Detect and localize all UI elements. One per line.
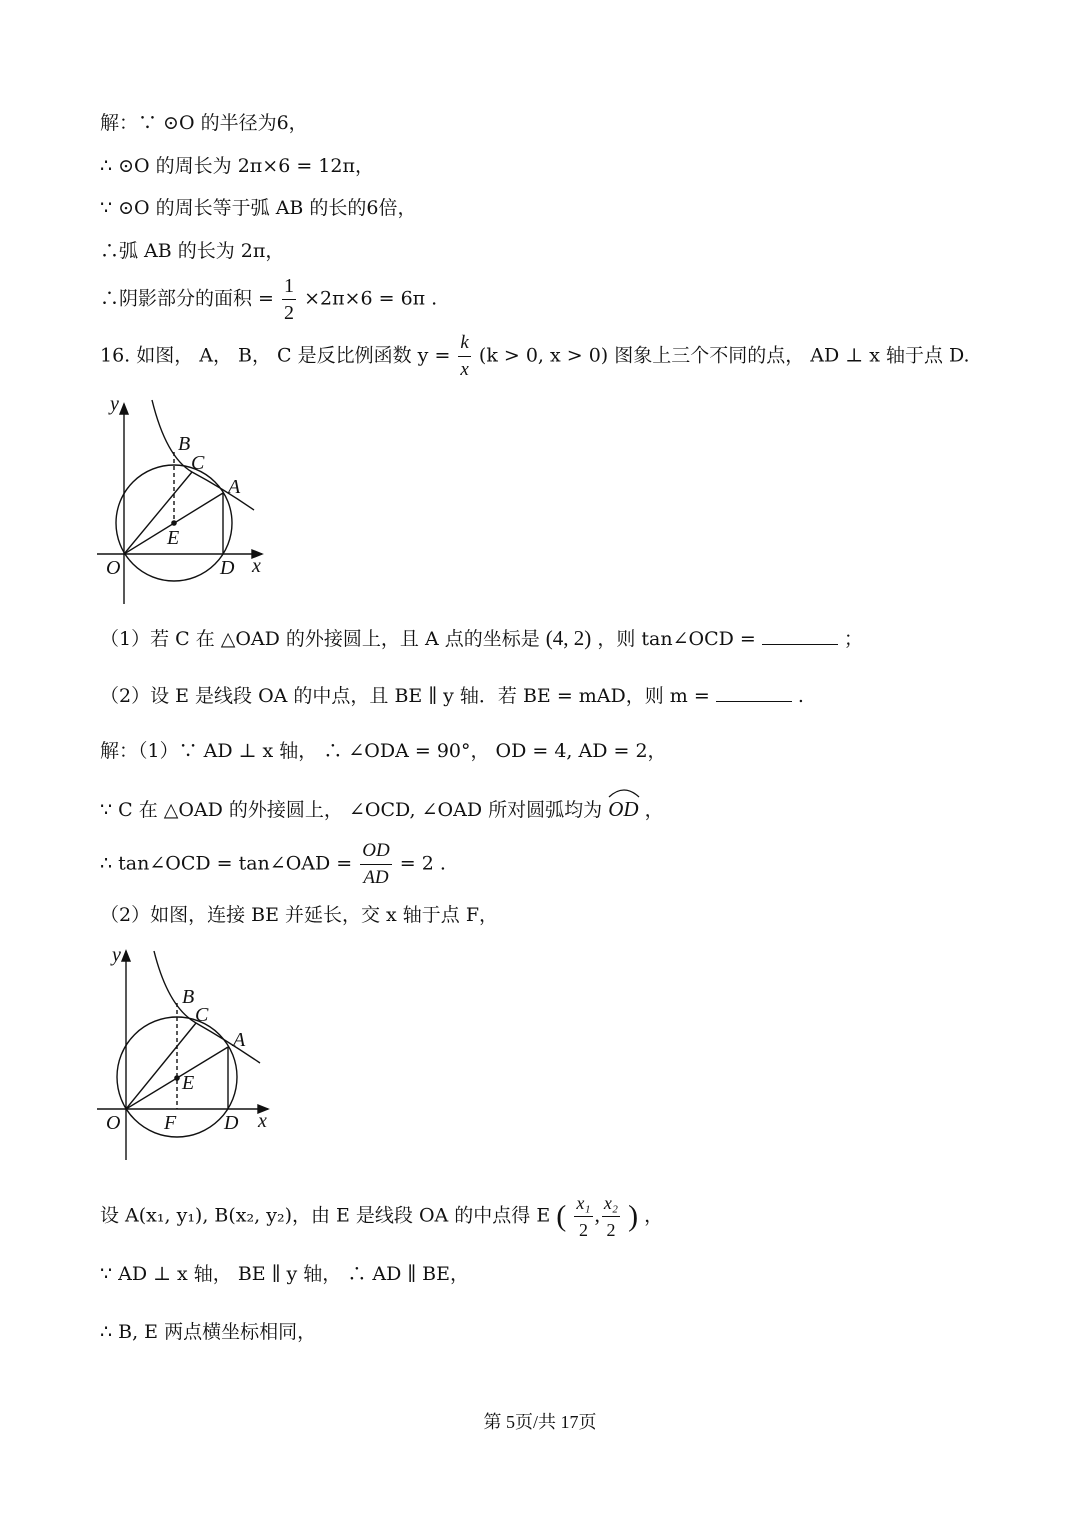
label-y: y <box>110 393 119 415</box>
fraction-x1-over-2 <box>574 1190 592 1243</box>
solution-text: ∵ C 在 △OAD 的外接圆上， ∠OCD, ∠OAD 所对圆弧均为 <box>100 799 603 821</box>
solution-end: ， <box>644 799 664 821</box>
label-y: y <box>112 944 121 966</box>
fraction-numerator: x₂ <box>602 1190 620 1217</box>
question-16-prefix: 16. 如图， A， B， C 是反比例函数 y = <box>100 344 451 367</box>
arc-mark-icon <box>607 787 641 799</box>
figure-2-geometry <box>92 943 282 1163</box>
fraction-numerator: OD <box>360 838 391 865</box>
fraction-numerator: k <box>458 330 470 357</box>
fraction-denominator: 2 <box>284 302 295 324</box>
page-footer: 第 5页/共 17页 <box>483 1412 597 1432</box>
part-2-end: . <box>797 685 804 707</box>
figure-1-geometry <box>92 392 277 607</box>
coordinates-text: 设 A(x₁, y₁), B(x₂, y₂)，由 E 是线段 OA 的中点得 E <box>100 1204 551 1227</box>
fraction-denominator: AD <box>363 867 389 888</box>
fraction-denominator: 2 <box>578 1220 588 1240</box>
label-C: C <box>191 452 205 474</box>
solution-part-2-line-2 <box>100 1190 663 1243</box>
solution-line-2: ∴ ⊙O 的周长为 2π×6 = 12π， <box>100 155 374 177</box>
tan-prefix: ∴ tan∠OCD = tan∠OAD = <box>100 852 353 875</box>
fraction-numerator: 1 <box>282 273 296 300</box>
label-O: O <box>106 557 121 579</box>
label-B: B <box>182 986 195 1008</box>
line-5-prefix: ∴阴影部分的面积 = <box>100 287 274 310</box>
part-2-question <box>100 683 804 708</box>
arc-OD <box>608 797 638 821</box>
point-E <box>174 1075 180 1081</box>
solution-part-2-line-4: ∴ B, E 两点横坐标相同， <box>100 1321 317 1343</box>
part-1-question <box>100 626 863 651</box>
solution-part-2-line-1: （2）如图，连接 BE 并延长，交 x 轴于点 F， <box>100 904 499 926</box>
answer-blank-1[interactable] <box>762 626 838 645</box>
label-D: D <box>220 557 235 579</box>
answer-blank-2[interactable] <box>716 683 792 702</box>
segment-OC <box>124 472 192 554</box>
label-E: E <box>182 1072 195 1094</box>
label-E: E <box>167 527 180 549</box>
label-F: F <box>164 1112 177 1134</box>
fraction-OD-over-AD <box>360 838 391 891</box>
part-1-text-a: （1）若 C 在 △OAD 的外接圆上，且 A 点的坐标是 <box>100 628 540 650</box>
label-A: A <box>233 1029 246 1051</box>
line-5-suffix: ×2π×6 = 6π . <box>304 287 438 310</box>
part-2-text: （2）设 E 是线段 OA 的中点，且 BE ∥ y 轴．若 BE = mAD，则 m = <box>100 685 710 707</box>
point-A-coordinate: (4, 2) <box>545 626 592 650</box>
solution-line-1: 解：∵ ⊙O 的半径为6， <box>100 112 308 134</box>
left-paren: ( <box>556 1199 567 1233</box>
coordinates-end: ， <box>644 1204 664 1227</box>
label-B: B <box>178 433 191 455</box>
part-1-text-b: ，则 tan∠OCD = <box>597 628 756 650</box>
label-A: A <box>228 476 241 498</box>
fraction-k-over-x <box>458 330 470 383</box>
arc-label: OD <box>608 797 639 821</box>
fraction-one-half <box>282 273 296 326</box>
fraction-x2-over-2 <box>602 1190 620 1243</box>
label-D: D <box>224 1112 239 1134</box>
label-x: x <box>252 555 261 577</box>
part-1-end: ； <box>843 628 863 650</box>
label-O: O <box>106 1112 121 1134</box>
solution-line-5 <box>100 273 437 326</box>
right-paren: ) <box>628 1199 639 1233</box>
tan-suffix: = 2 . <box>399 852 446 875</box>
solution-part-1-line-1: 解：（1）∵ AD ⊥ x 轴， ∴ ∠ODA = 90°， OD = 4, AD = 2， <box>100 740 667 762</box>
solution-part-1-line-2 <box>100 797 664 822</box>
label-C: C <box>195 1004 209 1026</box>
label-x: x <box>258 1110 267 1132</box>
point-E <box>171 520 177 526</box>
solution-line-3: ∵ ⊙O 的周长等于弧 AB 的长的6倍， <box>100 197 417 219</box>
fraction-denominator: x <box>460 359 469 380</box>
comma: , <box>594 1202 600 1227</box>
fraction-numerator: x₁ <box>574 1190 592 1217</box>
question-16 <box>100 330 970 383</box>
segment-OC <box>126 1023 196 1109</box>
question-16-suffix: (k > 0, x > 0) 图象上三个不同的点， AD ⊥ x 轴于点 D. <box>478 344 970 367</box>
y-axis-arrow-icon <box>120 404 128 414</box>
solution-line-4: ∴弧 AB 的长为 2π， <box>100 240 285 262</box>
fraction-denominator: 2 <box>606 1220 616 1240</box>
y-axis-arrow-icon <box>122 951 130 961</box>
solution-part-2-line-3: ∵ AD ⊥ x 轴， BE ∥ y 轴， ∴ AD ∥ BE， <box>100 1263 470 1285</box>
solution-part-1-line-3 <box>100 838 446 891</box>
